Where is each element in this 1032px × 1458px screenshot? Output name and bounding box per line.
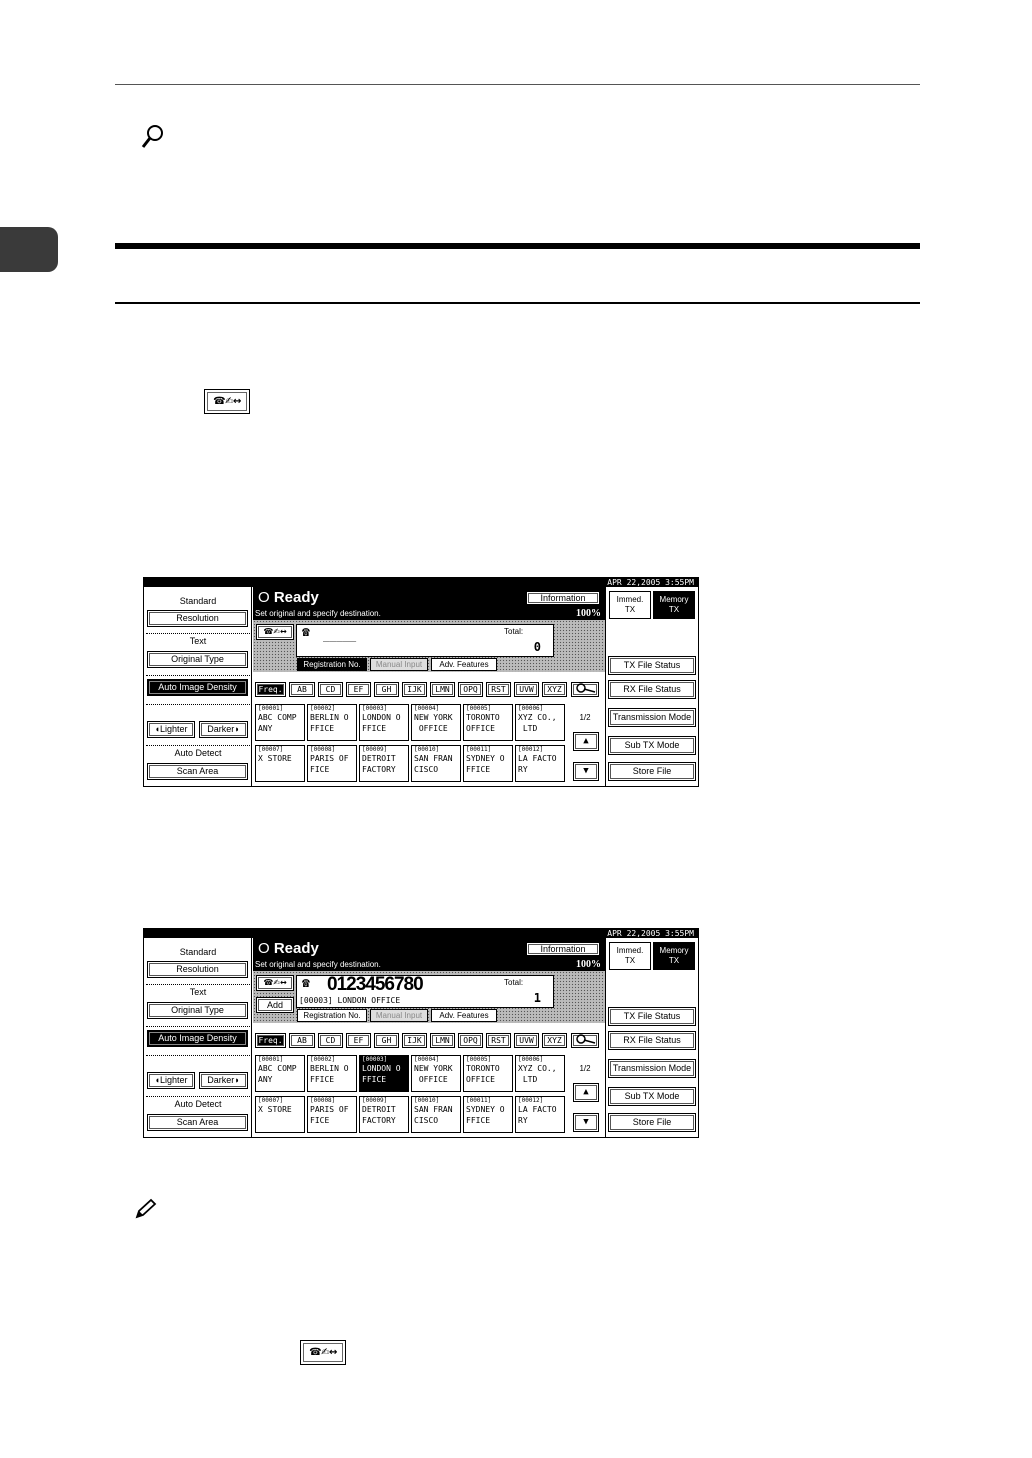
destination-button[interactable] [463,704,513,741]
auto-image-density-button[interactable]: Auto Image Density [147,1030,248,1047]
alpha-tab-freq[interactable]: Freq. [255,1033,286,1048]
destination-label-line1: ABC COMP [258,1064,297,1073]
destination-button[interactable] [255,704,305,741]
darker-button[interactable]: Darker◗ [199,721,248,738]
tab-manual-input[interactable]: Manual Input [370,658,428,671]
destination-reg-number: [00007] [258,746,284,753]
separator [146,633,250,634]
total-label: Total: [504,627,524,636]
destination-number: _____ [323,629,357,642]
destination-reg-number: [00001] [258,705,284,712]
destination-button[interactable] [463,745,513,782]
destination-label-line1: XYZ CO., [518,1064,557,1073]
destination-reg-number: [00011] [466,1097,492,1104]
sub-tx-mode-button[interactable]: Sub TX Mode [608,1087,696,1106]
destination-button[interactable] [359,704,409,741]
auto-image-density-button[interactable]: Auto Image Density [147,679,248,696]
destination-reg-number: [00005] [466,705,492,712]
destination-label-line1: LA FACTO [518,1105,557,1114]
ready-status [258,589,319,606]
scan-area-button[interactable]: Scan Area [147,1114,248,1131]
phone-icon: ☎ [302,976,310,991]
destination-button[interactable] [463,1096,513,1133]
fax-panel-2 [143,928,699,1138]
alpha-tab-cd[interactable]: CD [318,1033,343,1048]
destination-label-line2: CISCO [414,1116,439,1125]
destination-number: 0123456780 [327,974,423,995]
alpha-tab-ijk[interactable]: IJK [402,682,427,697]
alpha-tab-rst[interactable]: RST [486,682,511,697]
destination-button[interactable] [515,704,565,741]
scroll-down-button[interactable]: ▼ [573,1113,599,1132]
alpha-tab-ef[interactable]: EF [346,1033,371,1048]
destination-label-line2: FACTORY [362,765,396,774]
destination-label-line2: FFICE [466,1116,491,1125]
original-type-value: Text [189,987,207,997]
destination-label-line1: PARIS OF [310,754,349,763]
separator [146,675,250,676]
destination-button[interactable] [255,1096,305,1133]
destination-reg-number: [00010] [414,1097,440,1104]
destination-label-line1: NEW YORK [414,713,453,722]
destination-button[interactable] [359,745,409,782]
destination-button[interactable] [307,1096,357,1133]
total-label: Total: [504,978,524,987]
destination-reg-number: [00010] [414,746,440,753]
scroll-down-button[interactable]: ▼ [573,762,599,781]
destination-label-line1: BERLIN O [310,713,349,722]
destination-label-line2: ANY [258,724,273,733]
destination-name: [00003] LONDON OFFICE [299,996,401,1005]
resolution-button[interactable]: Resolution [147,610,248,627]
destination-label-line2: FFICE [310,1075,335,1084]
store-file-button[interactable]: Store File [608,762,696,781]
settings-column [144,587,252,786]
search-button[interactable] [571,1033,599,1048]
tab-adv-features[interactable]: Adv. Features [431,658,497,671]
fax-panel-1 [143,577,699,787]
destination-label-line1: DETROIT [362,754,401,763]
destination-label-line2: OFFICE [466,1075,495,1084]
destination-button[interactable] [515,1055,565,1092]
separator [146,1055,250,1056]
separator [146,745,250,746]
destination-label-line2: LTD [518,724,538,733]
magnifier-icon [574,683,596,694]
destination-label-line1: SAN FRAN [414,754,453,763]
date-time-bar: APR 22,2005 3:55PM [144,929,698,938]
tel-key-icon: ☎✍↔ [204,389,250,414]
memory-percent: 100% [576,608,601,619]
destination-label-line2: FICE [310,1116,330,1125]
destination-reg-number: [00008] [310,746,336,753]
destination-reg-number: [00003] [362,1056,388,1063]
memory-percent: 100% [576,959,601,970]
status-header [253,938,605,971]
alpha-tab-ab[interactable]: AB [289,682,315,697]
scan-area-value: Auto Detect [174,1099,222,1109]
destination-display [296,624,554,657]
destination-label-line1: BERLIN O [310,1064,349,1073]
scan-area-button[interactable]: Scan Area [147,763,248,780]
alpha-tab-uvw[interactable]: UVW [514,1033,539,1048]
destination-button[interactable] [359,1055,409,1092]
alpha-tab-gh[interactable]: GH [374,1033,399,1048]
destination-reg-number: [00006] [518,705,544,712]
status-message: Set original and specify destination. [255,609,381,618]
destination-label-line1: X STORE [258,754,292,763]
destination-label-line1: TORONTO [466,713,505,722]
destination-label-line1: ABC COMP [258,713,297,722]
tab-manual-input[interactable]: Manual Input [370,1009,428,1022]
tel-key-button[interactable]: ☎✍↔ [256,975,294,991]
page-indicator: 1/2 [579,1064,591,1073]
rx-file-status-button[interactable]: RX File Status [608,680,696,699]
destination-label-line2: FFICE [362,724,387,733]
destination-reg-number: [00004] [414,705,440,712]
destination-label-line2: CISCO [414,765,439,774]
phone-icon: ☎ [302,625,310,640]
destination-button[interactable] [515,745,565,782]
alpha-tab-opq[interactable]: OPQ [458,1033,483,1048]
destination-label-line2: OFFICE [466,724,495,733]
destination-reg-number: [00005] [466,1056,492,1063]
destination-button[interactable] [307,1055,357,1092]
immed-tx-button[interactable]: Immed. TX [609,591,651,619]
resolution-button[interactable]: Resolution [147,961,248,978]
store-file-button[interactable]: Store File [608,1113,696,1132]
destination-reg-number: [00007] [258,1097,284,1104]
add-button[interactable]: Add [256,997,294,1013]
destination-label-line2: LTD [518,1075,538,1084]
date-time-bar: APR 22,2005 3:55PM [144,578,698,587]
destination-area [253,620,605,672]
alpha-tab-ab[interactable]: AB [289,1033,315,1048]
page-indicator: 1/2 [579,713,591,722]
header-rule [115,84,920,85]
ready-indicator-icon: O [258,940,274,957]
destination-label-line1: SAN FRAN [414,1105,453,1114]
search-button[interactable] [571,682,599,697]
destination-label-line2: FACTORY [362,1116,396,1125]
destination-reg-number: [00002] [310,705,336,712]
destination-reg-number: [00004] [414,1056,440,1063]
section-rule-thin [115,302,920,304]
destination-label-line2: OFFICE [414,724,448,733]
information-button[interactable]: Information [526,942,600,956]
sub-tx-mode-button[interactable]: Sub TX Mode [608,736,696,755]
resolution-value: Standard [179,596,217,606]
destination-reg-number: [00006] [518,1056,544,1063]
total-value: 1 [533,991,541,1005]
destination-label-line2: FFICE [310,724,335,733]
ready-text: Ready [273,589,319,606]
alpha-tab-ijk[interactable]: IJK [402,1033,427,1048]
lighter-button[interactable]: ◖Lighter [147,721,195,738]
destination-label-line1: XYZ CO., [518,713,557,722]
destination-reg-number: [00008] [310,1097,336,1104]
ready-text: Ready [273,940,319,957]
transmission-mode-button[interactable]: Transmission Mode [608,1059,696,1078]
destination-reg-number: [00009] [362,746,388,753]
destination-button[interactable] [463,1055,513,1092]
scan-area-value: Auto Detect [174,748,222,758]
destination-label-line1: LA FACTO [518,754,557,763]
destination-area [253,971,605,1023]
alpha-tab-lmn[interactable]: LMN [430,1033,455,1048]
destination-label-line2: FFICE [362,1075,387,1084]
total-value: 0 [533,640,541,654]
destination-button[interactable] [515,1096,565,1133]
alpha-tab-uvw[interactable]: UVW [514,682,539,697]
memory-tx-button[interactable]: Memory TX [653,942,695,970]
destination-label-line1: LONDON O [362,1064,401,1073]
information-button[interactable]: Information [526,591,600,605]
tel-key-icon-2: ☎✍↔ [300,1340,346,1365]
destination-label-line1: X STORE [258,1105,292,1114]
alpha-tab-lmn[interactable]: LMN [430,682,455,697]
destination-label-line1: NEW YORK [414,1064,453,1073]
alpha-tab-rst[interactable]: RST [486,1033,511,1048]
alpha-tab-cd[interactable]: CD [318,682,343,697]
tx-file-status-button[interactable]: TX File Status [608,656,696,675]
destination-label-line1: LONDON O [362,713,401,722]
destination-label-line1: SYDNEY O [466,1105,505,1114]
original-type-value: Text [189,636,207,646]
destination-label-line2: OFFICE [414,1075,448,1084]
destination-button[interactable] [411,1096,461,1133]
alpha-tab-gh[interactable]: GH [374,682,399,697]
destination-button[interactable] [307,745,357,782]
alpha-tab-xyz[interactable]: XYZ [542,682,567,697]
alpha-tab-xyz[interactable]: XYZ [542,1033,567,1048]
note-pencil-icon [133,1197,159,1221]
destination-reg-number: [00012] [518,1097,544,1104]
destination-reg-number: [00002] [310,1056,336,1063]
chapter-tab [0,227,58,272]
section-rule-thick [115,243,920,249]
separator [146,984,250,985]
destination-reg-number: [00003] [362,705,388,712]
lighter-button[interactable]: ◖Lighter [147,1072,195,1089]
original-type-button[interactable]: Original Type [147,1002,248,1019]
destination-button[interactable] [411,745,461,782]
ready-status [258,940,319,957]
destination-reg-number: [00011] [466,746,492,753]
destination-label-line1: TORONTO [466,1064,505,1073]
destination-button[interactable] [255,745,305,782]
scroll-up-button[interactable]: ▲ [573,732,599,751]
magnifier-icon [574,1034,596,1045]
status-message: Set original and specify destination. [255,960,381,969]
reference-magnifier-icon [140,123,166,151]
destination-label-line2: FICE [310,765,330,774]
scroll-up-button[interactable]: ▲ [573,1083,599,1102]
destination-label-line2: ANY [258,1075,273,1084]
destination-label-line2: RY [518,765,528,774]
destination-label-line2: FFICE [466,765,491,774]
destination-reg-number: [00001] [258,1056,284,1063]
transmission-mode-button[interactable]: Transmission Mode [608,708,696,727]
tab-registration-no[interactable]: Registration No. [297,658,367,671]
separator [146,1096,250,1097]
memory-tx-button[interactable]: Memory TX [653,591,695,619]
right-column [605,587,698,786]
destination-label-line1: SYDNEY O [466,754,505,763]
destination-button[interactable] [255,1055,305,1092]
settings-column [144,938,252,1137]
destination-reg-number: [00012] [518,746,544,753]
tab-adv-features[interactable]: Adv. Features [431,1009,497,1022]
separator [146,704,250,705]
tab-registration-no[interactable]: Registration No. [297,1009,367,1022]
tel-key-button[interactable]: ☎✍↔ [256,624,294,640]
rx-file-status-button[interactable]: RX File Status [608,1031,696,1050]
status-header [253,587,605,620]
ready-indicator-icon: O [258,589,274,606]
destination-display [296,975,554,1008]
darker-button[interactable]: Darker◗ [199,1072,248,1089]
right-column [605,938,698,1137]
destination-label-line2: RY [518,1116,528,1125]
tx-file-status-button[interactable]: TX File Status [608,1007,696,1026]
destination-reg-number: [00009] [362,1097,388,1104]
destination-label-line1: DETROIT [362,1105,401,1114]
destination-button[interactable] [411,704,461,741]
original-type-button[interactable]: Original Type [147,651,248,668]
destination-label-line1: PARIS OF [310,1105,349,1114]
immed-tx-button[interactable]: Immed. TX [609,942,651,970]
alpha-tab-opq[interactable]: OPQ [458,682,483,697]
destination-button[interactable] [307,704,357,741]
alpha-tab-freq[interactable]: Freq. [255,682,286,697]
resolution-value: Standard [179,947,217,957]
alpha-tab-ef[interactable]: EF [346,682,371,697]
destination-button[interactable] [359,1096,409,1133]
destination-button[interactable] [411,1055,461,1092]
separator [146,1026,250,1027]
